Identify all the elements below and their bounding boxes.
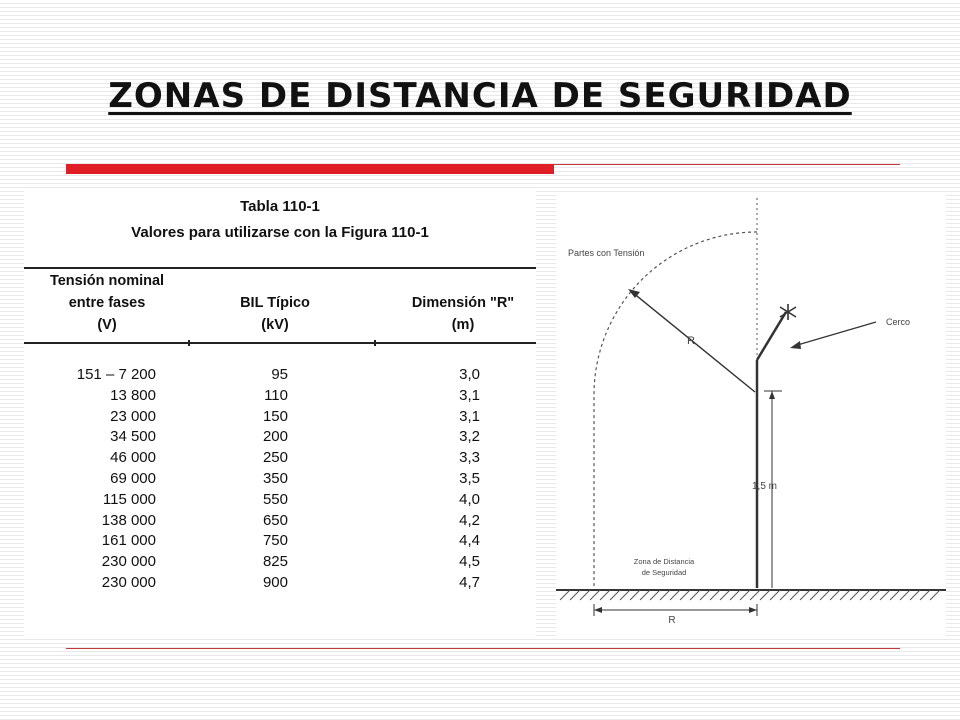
table-row (24, 408, 536, 429)
cell-dimension: 3,5 (459, 469, 480, 487)
table-row (24, 428, 536, 449)
header-bil-unit: (kV) (261, 317, 289, 333)
cell-voltage: 13 800 (110, 386, 156, 404)
cell-dimension: 4,4 (459, 532, 480, 550)
header-voltage-unit: (V) (97, 317, 117, 333)
ground-hatching (560, 590, 940, 600)
fence-arm (757, 312, 786, 360)
table-row (24, 553, 536, 574)
cell-bil: 550 (262, 490, 288, 508)
table-row (24, 574, 536, 595)
accent-line-top (554, 164, 900, 165)
cell-bil: 200 (262, 428, 288, 446)
cell-dimension: 3,1 (459, 386, 480, 404)
safety-distance-table (24, 190, 536, 638)
cell-dimension: 3,3 (459, 449, 480, 467)
safety-zone-boundary (594, 232, 757, 586)
cell-bil: 110 (264, 386, 288, 404)
fence-label: Cerco (886, 317, 911, 327)
cell-voltage: 230 000 (101, 553, 156, 571)
table-body (24, 366, 536, 595)
cell-bil: 750 (262, 532, 288, 550)
ground-radius-arrowhead-right (749, 607, 757, 613)
fence-arrowhead (790, 341, 801, 349)
header-dimension-r (390, 292, 536, 336)
energized-parts-label: Partes con Tensión (568, 248, 645, 258)
height-label: 1,5 m (752, 481, 778, 492)
table-row (24, 366, 536, 387)
cell-bil: 900 (262, 573, 288, 591)
column-tick (374, 340, 376, 346)
height-dimension-arrowhead (769, 391, 775, 399)
cell-voltage: 115 000 (102, 490, 156, 508)
cell-voltage: 151 – 7 200 (76, 366, 156, 383)
diagram-svg (556, 194, 946, 636)
table-row (24, 532, 536, 553)
header-voltage-line1: Tensión nominal (49, 273, 165, 289)
cell-voltage: 34 500 (110, 428, 156, 446)
cell-voltage: 46 000 (110, 449, 156, 467)
table-row (24, 491, 536, 512)
cell-voltage: 138 000 (101, 511, 156, 529)
header-voltage-line2: entre fases (68, 295, 146, 311)
header-bil-line1: BIL Típico (240, 295, 310, 311)
safety-zone-diagram (556, 194, 946, 636)
table-header-rule (24, 342, 536, 344)
cell-dimension: 4,5 (459, 553, 480, 571)
cell-voltage: 69 000 (110, 469, 156, 487)
table-row (24, 512, 536, 533)
zone-label-line1: Zona de Distancia (633, 557, 695, 566)
cell-bil: 350 (262, 469, 288, 487)
table-caption: Tabla 110-1 (240, 198, 320, 215)
ground-radius-label: R (668, 615, 676, 626)
header-voltage (32, 270, 182, 336)
header-dimension-unit: (m) (451, 317, 475, 333)
cell-voltage: 161 000 (101, 532, 156, 550)
accent-line-bottom (66, 648, 900, 649)
cell-bil: 650 (262, 511, 288, 529)
table-row (24, 449, 536, 470)
cell-bil: 95 (271, 366, 288, 383)
table-row (24, 387, 536, 408)
zone-label-line2: de Seguridad (641, 568, 687, 577)
cell-bil: 825 (262, 553, 288, 571)
cell-dimension: 3,0 (459, 366, 480, 383)
ground-radius-arrowhead-left (594, 607, 602, 613)
fence-arrow (794, 322, 876, 346)
header-bil (220, 292, 330, 336)
cell-dimension: 3,2 (459, 428, 480, 446)
cell-dimension: 4,2 (459, 511, 480, 529)
cell-bil: 150 (262, 407, 288, 425)
header-dimension-line1: Dimensión "R" (411, 295, 515, 311)
cell-voltage: 230 000 (101, 573, 156, 591)
table-row (24, 470, 536, 491)
cell-dimension: 4,7 (459, 573, 480, 591)
table-top-rule (24, 267, 536, 269)
cell-dimension: 3,1 (459, 407, 480, 425)
column-tick (188, 340, 190, 346)
radius-label: R (687, 335, 695, 347)
accent-bar (66, 164, 554, 174)
cell-dimension: 4,0 (459, 490, 480, 508)
cell-voltage: 23 000 (110, 407, 156, 425)
slide-title: ZONAS DE DISTANCIA DE SEGURIDAD (108, 76, 852, 116)
cell-bil: 250 (262, 449, 288, 467)
table-subcaption: Valores para utilizarse con la Figura 110-1 (131, 224, 429, 241)
